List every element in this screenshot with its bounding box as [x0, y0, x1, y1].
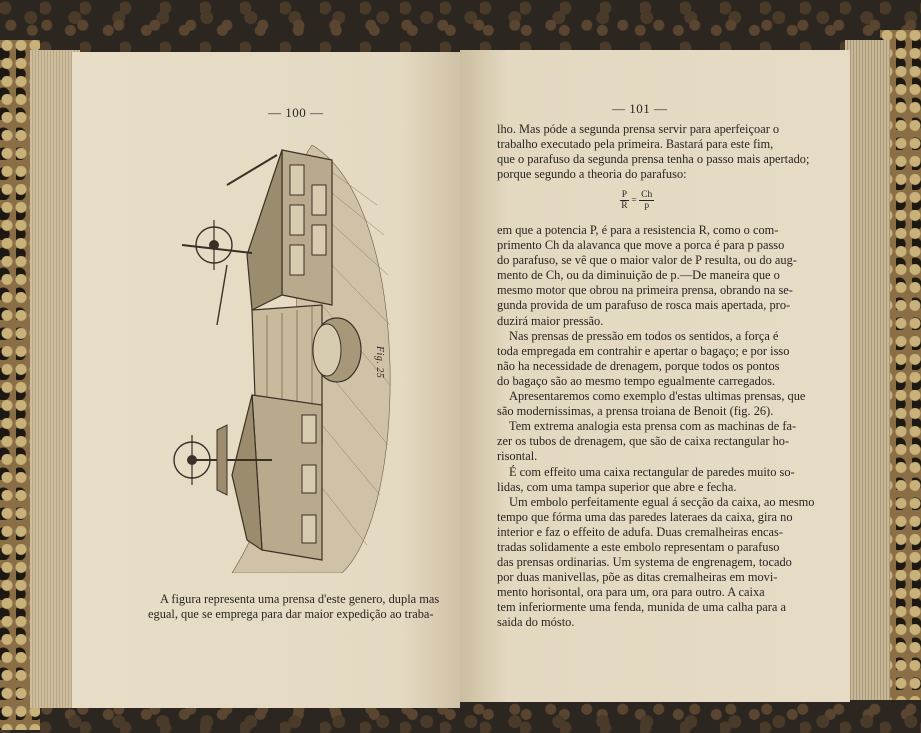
- caption-line: A figura representa uma prensa d'este genero, dupla mas: [160, 592, 440, 606]
- equals-sign: =: [631, 195, 637, 206]
- text-line: Nas prensas de pressão em todos os sentidos, a força é: [509, 328, 779, 343]
- figure-label: Fig. 25: [374, 346, 385, 379]
- text-line: duzirá maior pressão.: [497, 313, 604, 328]
- fraction-right: [639, 190, 654, 211]
- text-line: lho. Mas póde a segunda prensa servir para aperfeiçoar o: [497, 122, 780, 136]
- denominator: R: [621, 201, 628, 211]
- text-line: mesmo motor que obrou na primeira prensa, obrando na se-: [497, 283, 793, 298]
- text-line: mento horisontal, ora para um, ora para outro. A caixa: [497, 585, 765, 600]
- text-line: primento Ch da alavanca que move a porca é para p passo: [497, 238, 785, 253]
- text-line: É com effeito uma caixa rectangular de paredes muito so-: [509, 464, 795, 479]
- text-line: zer os tubos de drenagem, que são de caixa rectangular ho-: [497, 434, 790, 449]
- text-line: Tem extrema analogia esta prensa com as machinas de fa-: [509, 419, 797, 434]
- fraction-left: [620, 190, 629, 211]
- text-line: tempo que fórma uma das paredes lateraes da caixa, gira no: [497, 509, 793, 524]
- text-line: do bagaço são ao mesmo tempo egualmente carregados.: [497, 373, 775, 388]
- text-line: tem inferiormente uma fenda, munida de uma calha para a: [497, 600, 786, 615]
- text-line: das prensas ordinarias. Um systema de engrenagem, tocado: [497, 555, 792, 570]
- text-line: tradas solidamente a este embolo representam o parafuso: [497, 539, 780, 554]
- left-caption: [148, 592, 440, 622]
- formula: [612, 190, 662, 211]
- text-line: mento de Ch, ou da diminuição de p.—De maneira que o: [497, 268, 780, 283]
- caption-line: egual, que se emprega para dar maior expedição ao traba-: [148, 607, 434, 622]
- text-line: lidas, com uma tampa superior que abre e fecha.: [497, 479, 737, 494]
- text-line: risontal.: [497, 449, 538, 464]
- text-line: toda empregada em contrahir e apertar o bagaço; e por isso: [497, 343, 790, 358]
- denominator: p: [644, 201, 650, 211]
- left-page-number: — 100 —: [268, 105, 324, 120]
- text-line: porque segundo a theoria do parafuso:: [497, 167, 687, 182]
- text-line: interior e faz o effeito de adufa. Duas cremalheiras encas-: [497, 524, 783, 539]
- text-line: trabalho executado pela primeira. Bastará para este fim,: [497, 137, 774, 152]
- text-line: do parafuso, se vê que o maior valor de P resulta, ou do aug-: [497, 253, 797, 268]
- text-line: gunda provida de um parafuso de rosca mais apertada, pro-: [497, 298, 791, 313]
- text-line: que o parafuso da segunda prensa tenha o passo mais apertado;: [497, 152, 810, 167]
- text-line: em que a potencia P, é para a resistencia R, como o com-: [497, 223, 779, 237]
- text-line: Apresentaremos como exemplo d'estas ultimas prensas, que: [509, 389, 806, 404]
- text-line: são modernissimas, a prensa troiana de Benoit (fig. 26).: [497, 404, 774, 419]
- numerator: Ch: [641, 190, 653, 200]
- paragraph-2: [497, 223, 815, 631]
- text-line: não ha necessidade de drenagem, porque todos os pontos: [497, 358, 780, 373]
- text-line: por duas manivellas, põe as ditas cremalheiras em movi-: [497, 570, 778, 585]
- page-edges-right: [845, 40, 890, 700]
- paragraph-1: [497, 122, 810, 182]
- text-line: Um embolo perfeitamente egual á secção da caixa, ao mesmo: [509, 494, 815, 509]
- text-line: saida do mósto.: [497, 615, 575, 630]
- numerator: P: [621, 190, 628, 200]
- press-illustration: [172, 145, 397, 573]
- right-page-number: — 101 —: [612, 101, 668, 116]
